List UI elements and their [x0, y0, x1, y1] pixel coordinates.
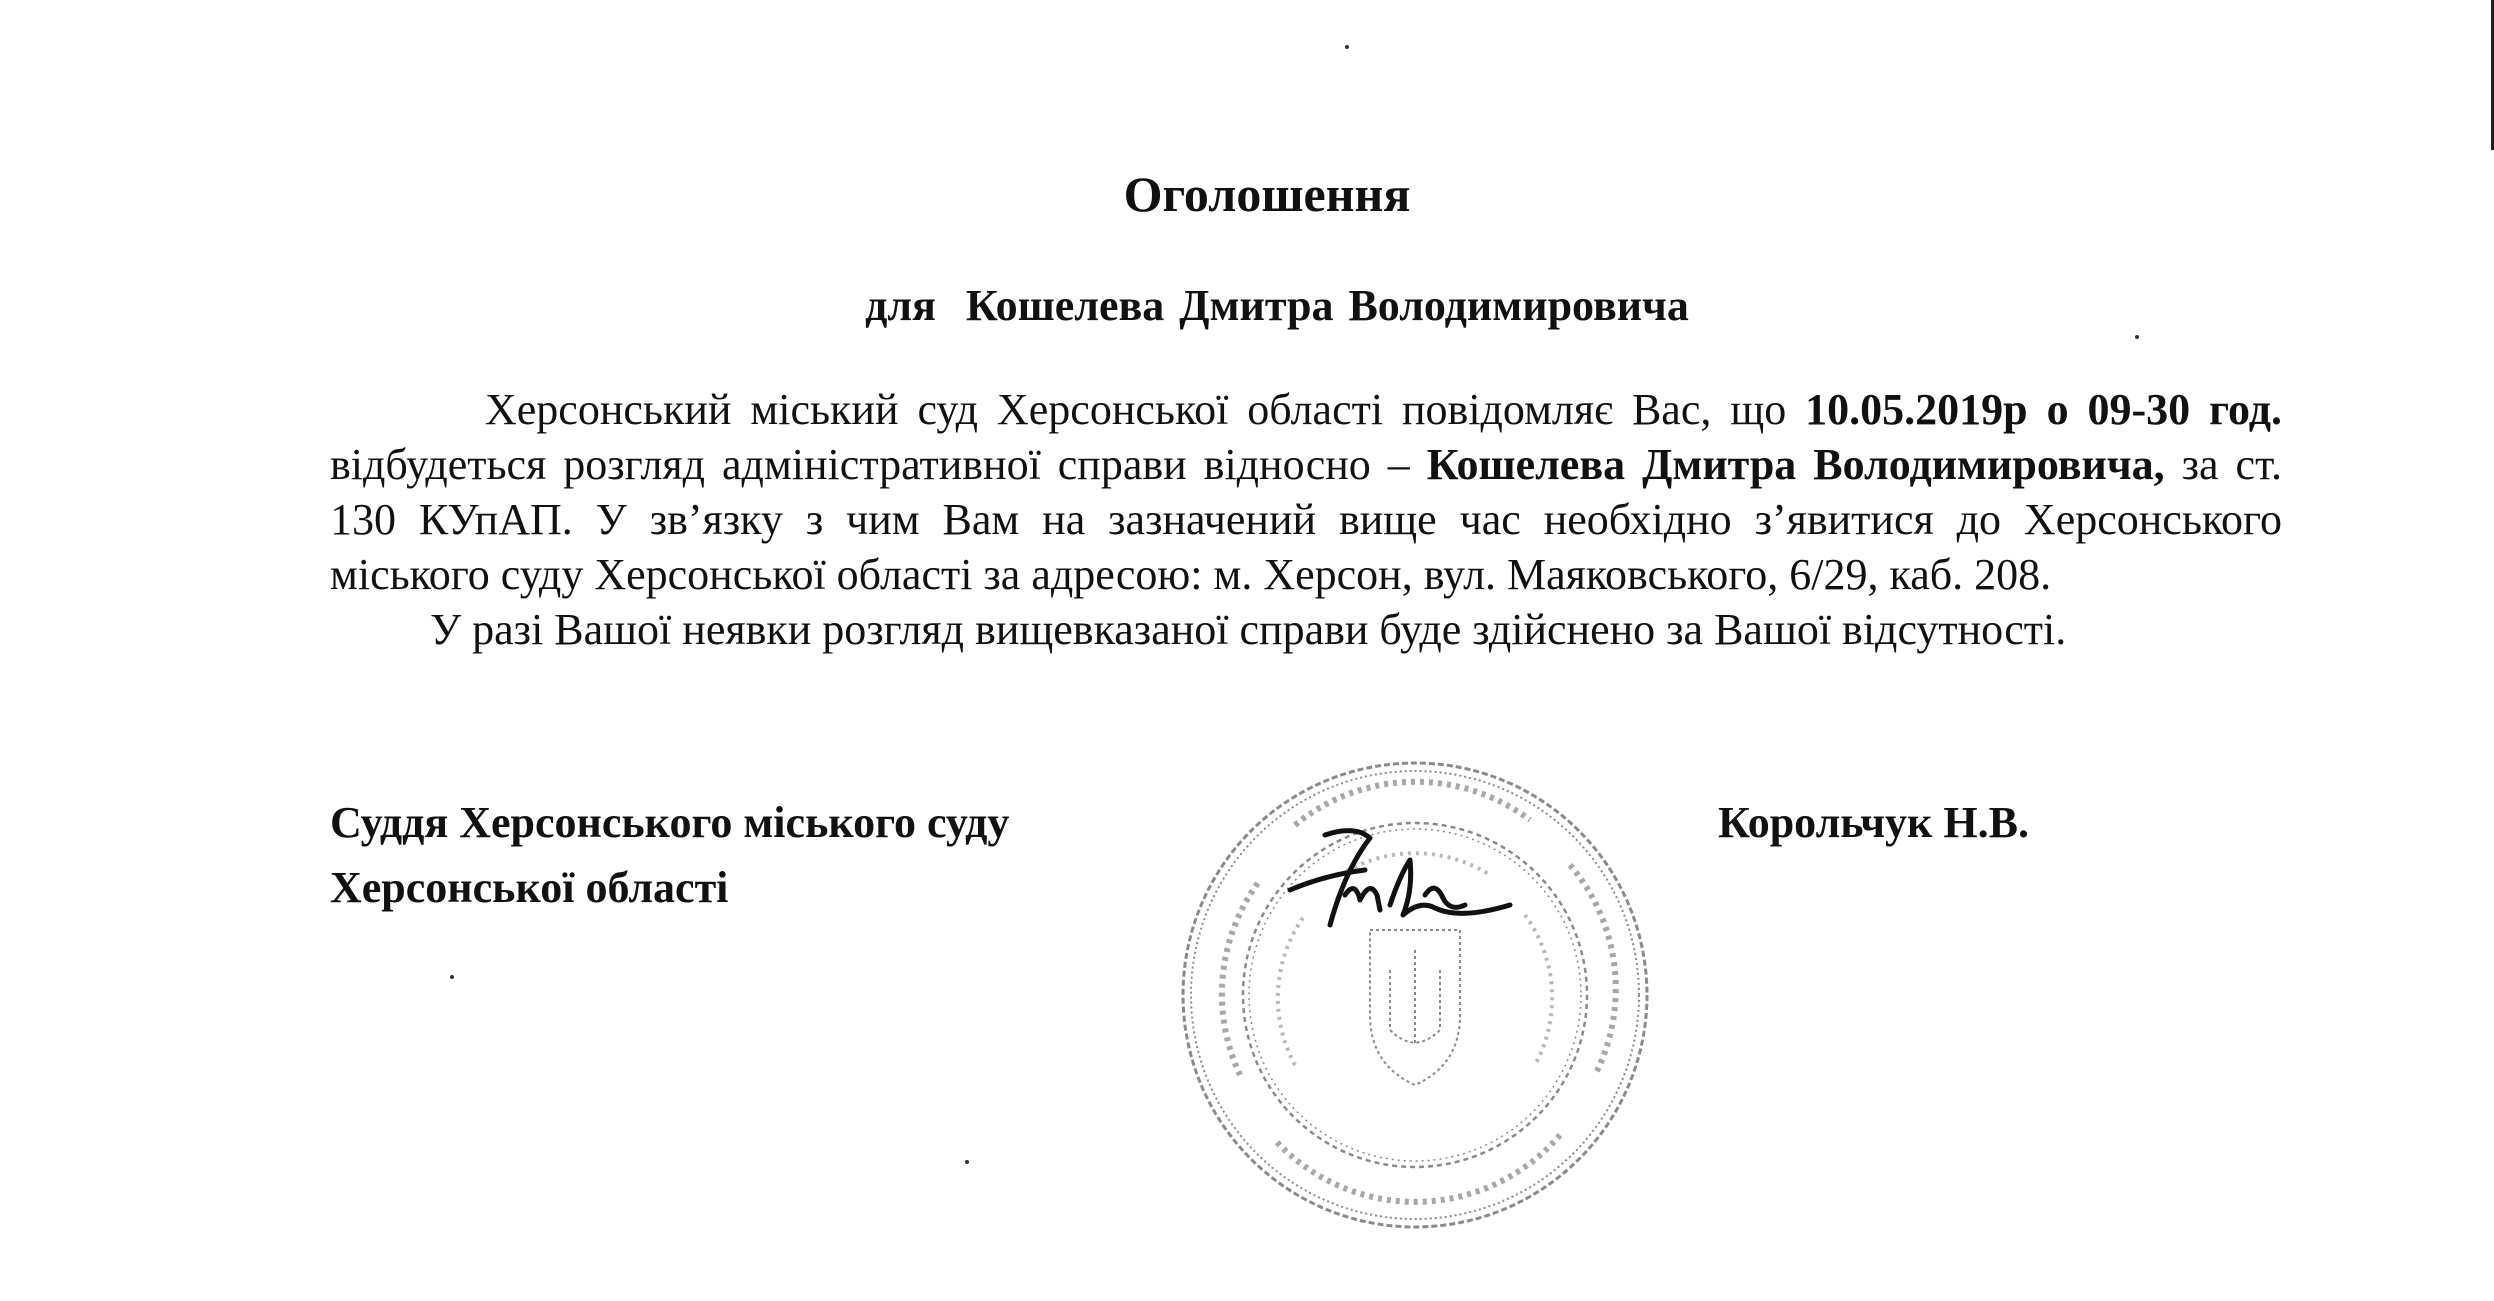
scan-speck — [965, 1160, 969, 1164]
body-paragraph-2: У разі Вашої неявки розгляд вищевказаної справи буде здійснено за Вашої відсутності. — [430, 605, 2067, 654]
scan-speck — [450, 975, 454, 979]
judge-title-line-1: Суддя Херсонського міського суду — [330, 798, 1010, 847]
judge-name: Корольчук Н.В. — [1718, 798, 2029, 847]
scan-speck — [2135, 335, 2139, 339]
body-paragraph-1 — [330, 382, 2282, 602]
document-body — [330, 382, 2282, 657]
judge-signature — [1285, 820, 1515, 940]
recipient-name: Кошелева Дмитра Володимировича — [965, 281, 1689, 330]
document-recipient — [0, 280, 2494, 331]
recipient-prefix: для — [865, 281, 936, 330]
paragraph-1-part-3: за ст. 130 КУпАП. У зв’язку з чим Вам на зазначений вище час необхідно з’явитися до Херсонського міського суду Херсонської області за адресою: м. Херсон, вул. Маяковського, 6/29, каб. 208. — [330, 440, 2282, 599]
defendant-name: Кошелева Дмитра Володимировича, — [1426, 440, 2165, 489]
judge-title-line-2: Херсонської області — [330, 863, 729, 912]
hearing-date-time: 10.05.2019р о 09-30 год. — [1805, 385, 2283, 434]
scan-speck — [1345, 45, 1349, 49]
paragraph-1-part-1: Херсонський міський суд Херсонської області повідомляє Вас, що — [485, 385, 1806, 434]
paragraph-1-part-2: відбудеться розгляд адміністративної справи відносно – — [330, 440, 1427, 489]
judge-title — [330, 790, 1009, 920]
document-title: Оголошення — [1123, 166, 1411, 222]
